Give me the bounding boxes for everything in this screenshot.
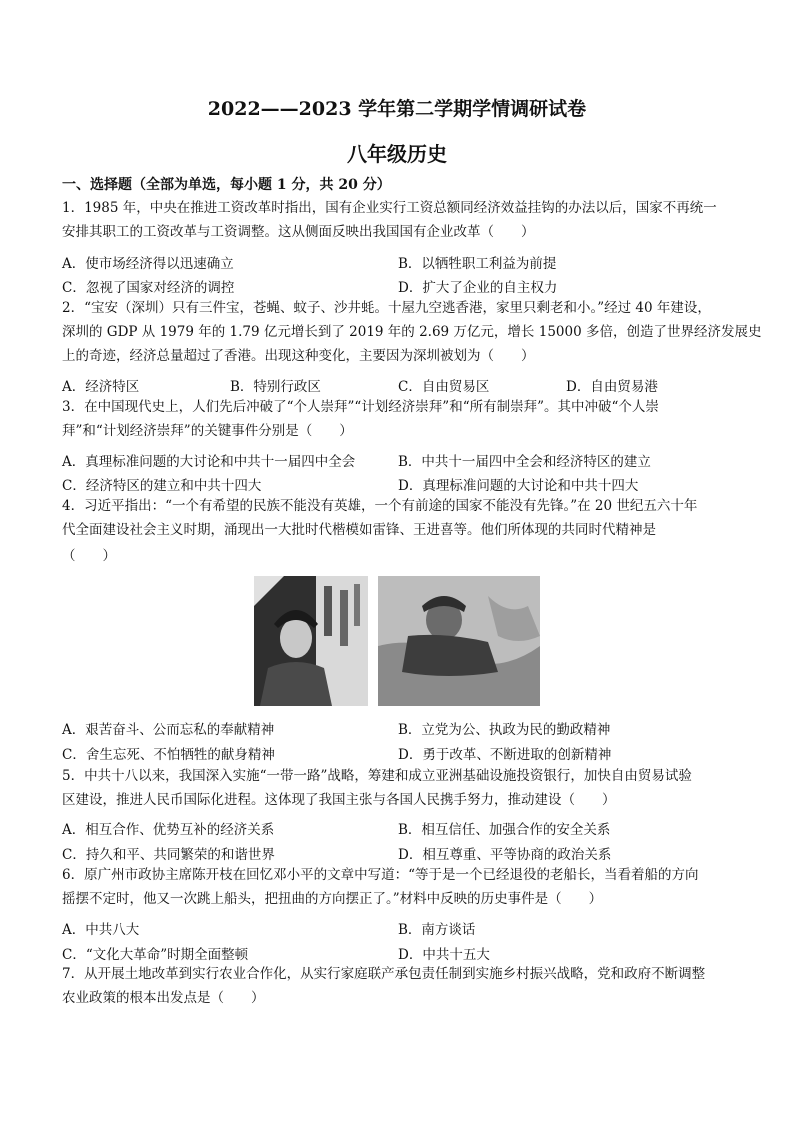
question-6-line-2: 摇摆不定时，他又一次跳上船头，把扭曲的方向摆正了。”材料中反映的历史事件是（ ） [62,891,603,907]
question-5-option-a: A．相互合作、优势互补的经济关系 [62,822,275,838]
question-3-option-c: C．经济特区的建立和中共十四大 [62,478,262,494]
question-4-line-2: 代全面建设社会主义时期，涌现出一大批时代楷模如雷锋、王进喜等。他们所体现的共同时代精神是 [62,522,656,538]
question-3-option-b: B．中共十一届四中全会和经济特区的建立 [398,454,651,470]
photo-worker [378,576,540,706]
question-1-line-1: 1．1985 年，中央在推进工资改革时指出，国有企业实行工资总额同经济效益挂钩的办法以后，国家不再统一 [62,200,717,216]
question-3-line-2: 拜”和“计划经济崇拜”的关键事件分别是（ ） [62,423,353,439]
question-6-option-d: D．中共十五大 [398,947,490,963]
question-5-option-c: C．持久和平、共同繁荣的和谐世界 [62,847,275,863]
question-5-option-d: D．相互尊重、平等协商的政治关系 [398,847,612,863]
question-7-line-2: 农业政策的根本出发点是（ ） [62,990,265,1006]
question-7-line-1: 7．从开展土地改革到实行农业合作化，从实行家庭联产承包责任制到实施乡村振兴战略，党和政府不断调整 [62,966,706,982]
question-2-line-2: 深圳的 GDP 从 1979 年的 1.79 亿元增长到了 2019 年的 2.69 万亿元，增长 15000 多倍，创造了世界经济发展史 [62,324,762,340]
question-1-option-b: B．以牺牲职工利益为前提 [398,256,557,272]
photo-portrait [254,576,368,706]
question-4-option-c: C．舍生忘死、不怕牺牲的献身精神 [62,747,275,763]
question-2-line-1: 2．“宝安（深圳）只有三件宝，苍蝇、蚊子、沙井蚝。十屋九空逃香港，家里只剩老和小。”经过 40 年建设， [62,300,711,316]
question-3-option-a: A．真理标准问题的大讨论和中共十一届四中全会 [62,454,356,470]
section-title: 一、选择题（全部为单选，每小题 1 分，共 20 分） [62,177,391,193]
question-1-option-d: D．扩大了企业的自主权力 [398,280,558,296]
question-2-option-a: A．经济特区 [62,379,140,395]
question-3-line-1: 3．在中国现代史上，人们先后冲破了“个人崇拜”“计划经济崇拜”和“所有制崇拜”。其中冲破“个人崇 [62,399,659,415]
question-1-option-c: C．忽视了国家对经济的调控 [62,280,235,296]
question-6-option-c: C．“文化大革命”时期全面整顿 [62,947,249,963]
question-2-line-3: 上的奇迹，经济总量超过了香港。出现这种变化，主要因为深圳被划为（ ） [62,348,535,364]
question-4-option-b: B．立党为公、执政为民的勤政精神 [398,722,611,738]
question-2-option-b: B．特别行政区 [230,379,321,395]
question-5-line-1: 5．中共十八以来，我国深入实施“一带一路”战略，筹建和成立亚洲基础设施投资银行，加快自由贸易试验 [62,768,692,784]
question-1-option-a: A．使市场经济得以迅速确立 [62,256,234,272]
question-6-line-1: 6．原广州市政协主席陈开枝在回忆邓小平的文章中写道：“等于是一个已经退役的老船长，当看着船的方向 [62,867,699,883]
question-2-option-d: D．自由贸易港 [566,379,658,395]
question-4-option-d: D．勇于改革、不断进取的创新精神 [398,747,612,763]
exam-title: 2022——2023 学年第二学期学情调研试卷 [207,98,587,120]
question-5-line-2: 区建设，推进人民币国际化进程。这体现了我国主张与各国人民携手努力，推动建设（ ） [62,792,616,808]
exam-subtitle: 八年级历史 [347,142,447,166]
question-6-option-b: B．南方谈话 [398,922,476,938]
question-4-line-1: 4．习近平指出：“一个有希望的民族不能没有英雄，一个有前途的国家不能没有先锋。”在 20 世纪五六十年 [62,498,698,514]
question-5-option-b: B．相互信任、加强合作的安全关系 [398,822,611,838]
question-1-line-2: 安排其职工的工资改革与工资调整。这从侧面反映出我国国有企业改革（ ） [62,224,535,240]
question-3-option-d: D．真理标准问题的大讨论和中共十四大 [398,478,639,494]
question-4-line-3: （ ） [62,548,116,564]
question-6-option-a: A．中共八大 [62,922,140,938]
question-2-option-c: C．自由贸易区 [398,379,490,395]
question-4-option-a: A．艰苦奋斗、公而忘私的奉献精神 [62,722,275,738]
